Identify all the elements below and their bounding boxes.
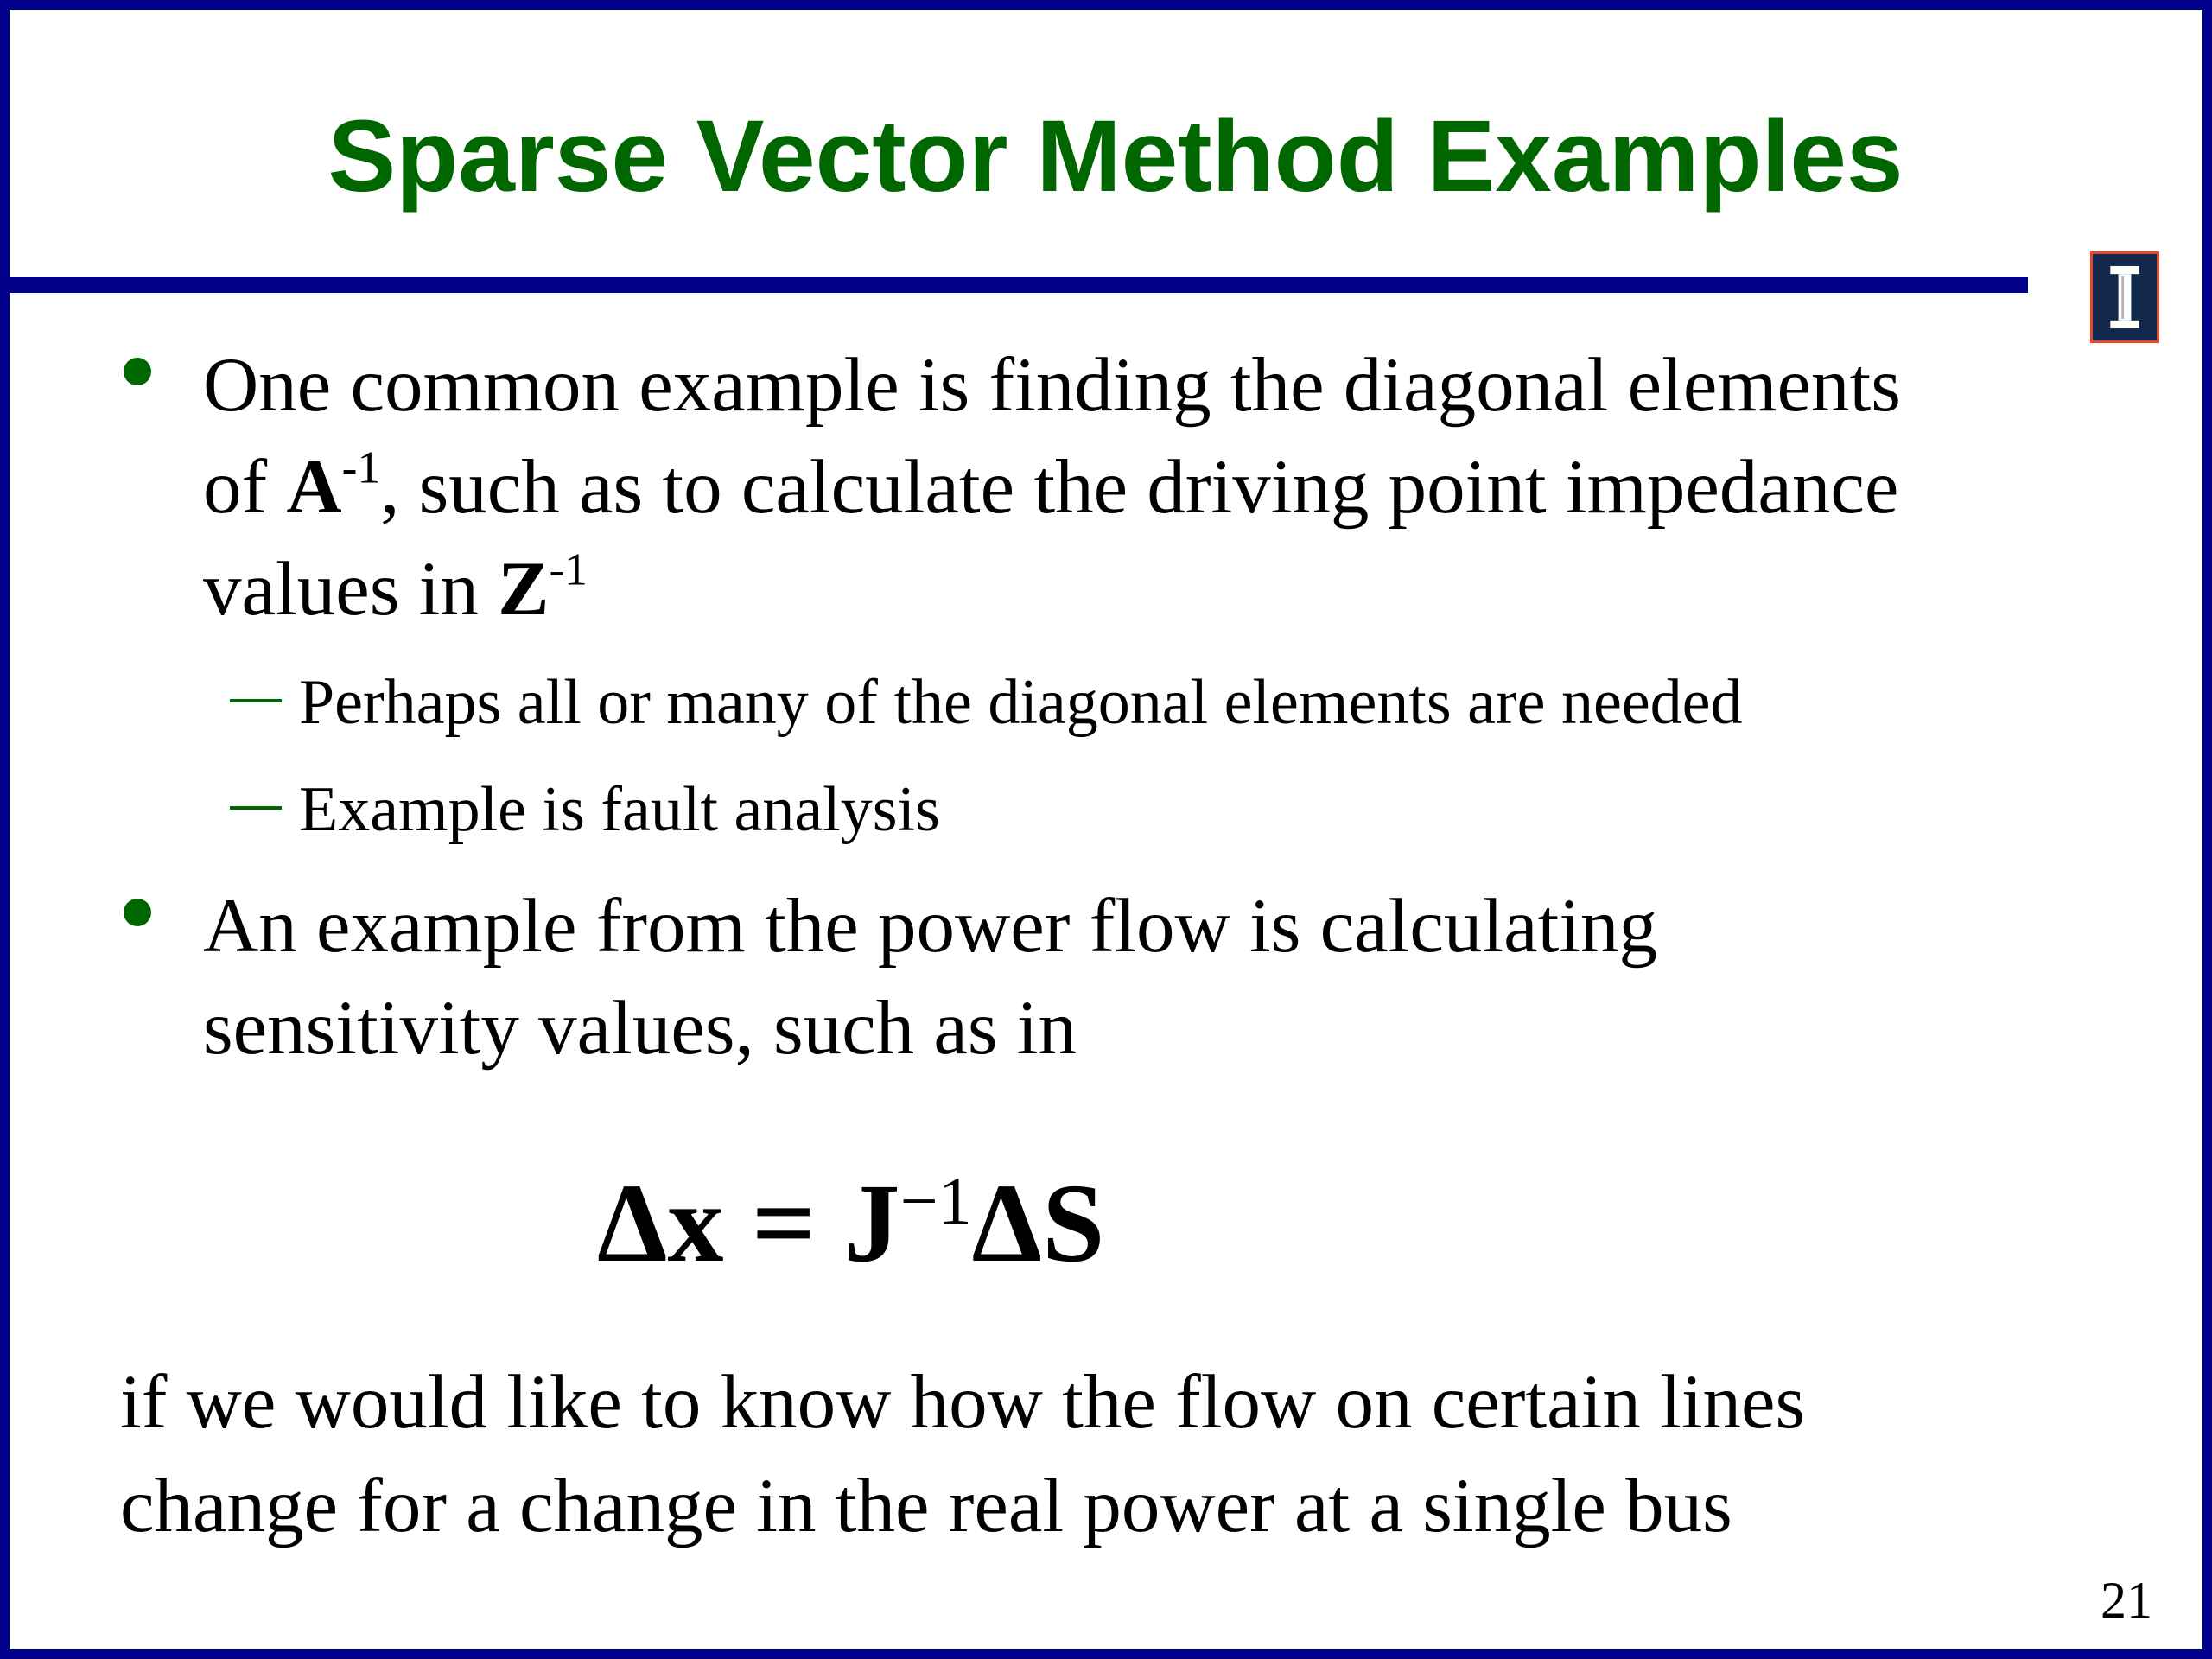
equation-inverse-superscript: −1	[899, 1163, 972, 1239]
bullet-marker	[124, 358, 151, 385]
bullet-marker	[124, 899, 151, 926]
closing-paragraph	[120, 1351, 2107, 1558]
equation-lhs: Δx = J	[597, 1161, 900, 1286]
sub-bullet-dash	[230, 806, 282, 810]
text-run: , such as to calculate the driving point impedance	[380, 445, 1899, 530]
equation-rhs: ΔS	[971, 1161, 1105, 1286]
text-run: of	[203, 445, 287, 530]
sub-bullet-1: Perhaps all or many of the diagonal elements are needed	[299, 667, 1743, 738]
inverse-superscript: -1	[549, 543, 588, 595]
page-number: 21	[2101, 1572, 2152, 1629]
matrix-symbol-z: Z	[498, 547, 550, 632]
slide-body	[10, 10, 2212, 1659]
bullet-1-line-1: One common example is finding the diagonal elements	[203, 343, 1901, 428]
bullet-1-line-2	[203, 436, 2139, 538]
bullet-1	[203, 334, 2139, 640]
closing-line-1: if we would like to know how the flow on certain lines	[120, 1360, 1806, 1445]
closing-line-2: change for a change in the real power at a single bus	[120, 1464, 1732, 1548]
inverse-superscript: -1	[341, 441, 381, 493]
text-run: values in	[203, 547, 499, 632]
sub-bullet-2: Example is fault analysis	[299, 774, 940, 845]
sub-bullet-dash	[230, 699, 282, 702]
bullet-1-line-3	[203, 538, 2139, 640]
sensitivity-equation	[597, 1150, 1104, 1297]
matrix-symbol-a: A	[286, 445, 342, 530]
bullet-2	[203, 875, 2139, 1079]
bullet-2-line-2: sensitivity values, such as in	[203, 986, 1077, 1071]
bullet-2-line-1: An example from the power flow is calculating	[203, 884, 1658, 969]
slide-title: Sparse Vector Method Examples	[327, 99, 1904, 213]
